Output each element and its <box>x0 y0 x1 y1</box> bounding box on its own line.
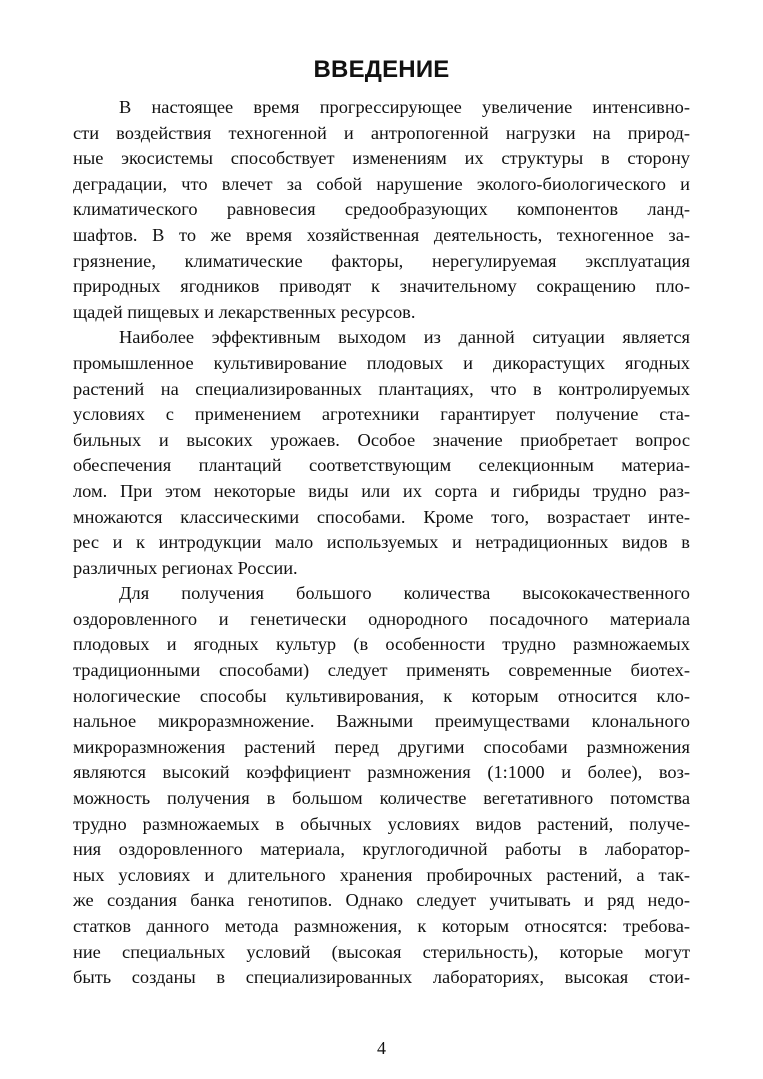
text-line: нологические способы культивирования, к которым относится кло- <box>73 685 690 706</box>
text-line: традиционными способами) следует применять современные биотех- <box>73 660 690 681</box>
text-line: промышленное культивирование плодовых и дикорастущих ягодных <box>73 352 690 373</box>
text-line: растений на специализированных плантациях, что в контролируемых <box>73 378 690 399</box>
text-line: Наиболее эффективным выходом из данной ситуации является <box>119 327 690 348</box>
text-line: ние специальных условий (высокая стерильность), которые могут <box>73 941 690 962</box>
text-line: ных условиях и длительного хранения пробирочных растений, а так- <box>73 864 690 885</box>
text-line: ные экосистемы способствует изменениям их структуры в сторону <box>73 148 690 169</box>
text-line: различных регионах России. <box>73 557 298 578</box>
text-line: плодовых и ягодных культур (в особенности трудно размножаемых <box>73 634 690 655</box>
text-line: нальное микроразмножение. Важными преимуществами клонального <box>73 711 690 732</box>
text-line: быть созданы в специализированных лабораториях, высокая стои- <box>73 967 690 988</box>
paragraph-3 <box>73 581 690 991</box>
text-line: Для получения большого количества высококачественного <box>119 583 690 604</box>
text-line: условиях с применением агротехники гарантирует получение ста- <box>73 404 690 425</box>
text-line: бильных и высоких урожаев. Особое значение приобретает вопрос <box>73 429 690 450</box>
text-line: же создания банка генотипов. Однако следует учитывать и ряд недо- <box>73 890 690 911</box>
text-line: щадей пищевых и лекарственных ресурсов. <box>73 301 416 322</box>
text-line: грязнение, климатические факторы, нерегулируемая эксплуатация <box>73 250 690 271</box>
text-line: обеспечения плантаций соответствующим селекционным материа- <box>73 455 690 476</box>
text-line: ния оздоровленного материала, круглогодичной работы в лаборатор- <box>73 839 690 860</box>
page-number: 4 <box>377 1038 386 1058</box>
text-line: деградации, что влечет за собой нарушение эколого-биологического и <box>73 173 690 194</box>
text-line: можность получения в большом количестве вегетативного потомства <box>73 788 690 809</box>
text-line: оздоровленного и генетически однородного посадочного материала <box>73 608 690 629</box>
page-title: ВВЕДЕНИЕ <box>313 56 450 83</box>
text-line: лом. При этом некоторые виды или их сорта и гибриды трудно раз- <box>73 480 690 501</box>
paragraph-1 <box>73 95 690 325</box>
text-line: рес и к интродукции мало используемых и нетрадиционных видов в <box>73 532 690 553</box>
text-line: природных ягодников приводят к значительному сокращению пло- <box>73 276 690 297</box>
text-line: трудно размножаемых в обычных условиях видов растений, получе- <box>73 813 690 834</box>
text-line: являются высокий коэффициент размножения (1:1000 и более), воз- <box>73 762 690 783</box>
text-line: шафтов. В то же время хозяйственная деятельность, техногенное за- <box>73 224 690 245</box>
text-line: микроразмножения растений перед другими способами размножения <box>73 736 690 757</box>
text-line: климатического равновесия средообразующих компонентов ланд- <box>73 199 690 220</box>
text-line: В настоящее время прогрессирующее увеличение интенсивно- <box>119 97 690 117</box>
paragraph-2 <box>73 325 690 581</box>
text-line: множаются классическими способами. Кроме того, возрастает инте- <box>73 506 690 527</box>
text-line: сти воздействия техногенной и антропогенной нагрузки на природ- <box>73 122 690 143</box>
page-body <box>73 52 690 991</box>
text-line: статков данного метода размножения, к которым относятся: требова- <box>73 916 690 936</box>
